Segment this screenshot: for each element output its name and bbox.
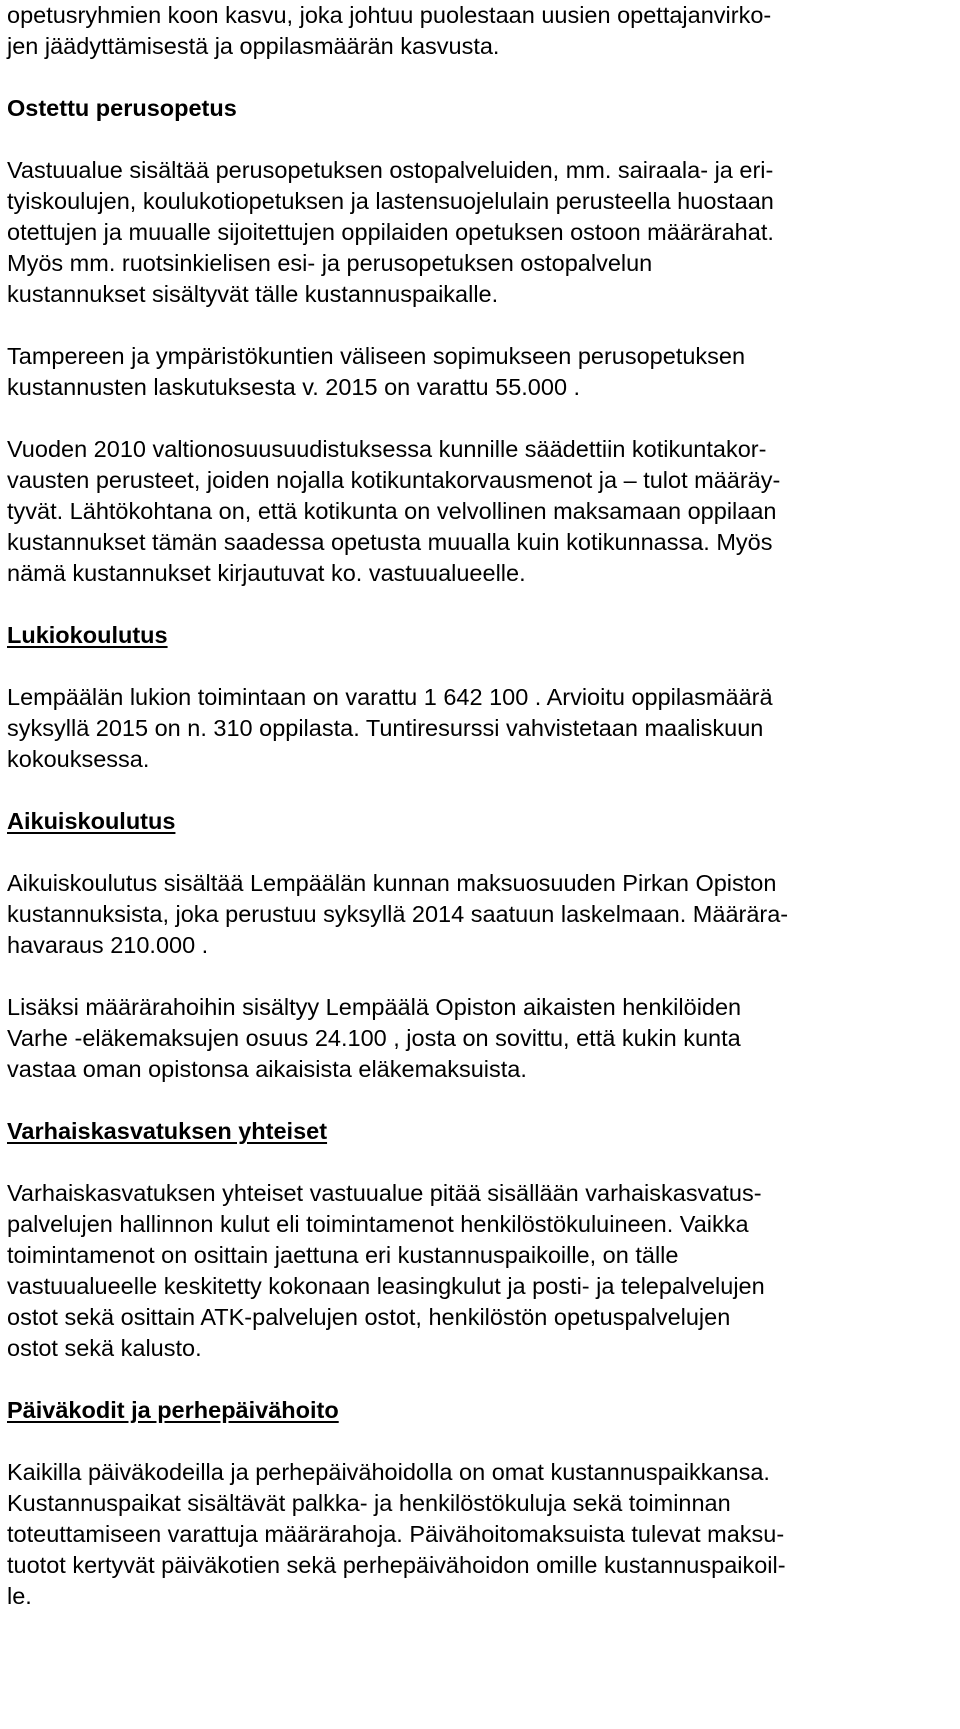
text-line: Lisäksi määrärahoihin sisältyy Lempäälä Opiston aikaisten henkilöiden xyxy=(7,994,742,1020)
text-line: Varhe -eläkemaksujen osuus 24.100 , josta on sovittu, että kukin kunta xyxy=(7,1025,741,1051)
section-heading-ostettu-perusopetus: Ostettu perusopetus xyxy=(7,95,237,121)
text-line: Myös mm. ruotsinkielisen esi- ja perusopetuksen ostopalvelun xyxy=(7,250,653,276)
text-line: kustannukset sisältyvät tälle kustannuspaikalle. xyxy=(7,281,499,307)
text-line: nämä kustannukset kirjautuvat ko. vastuualueelle. xyxy=(7,560,526,586)
paragraph-lukiokoulutus xyxy=(7,682,953,775)
text-line: tuotot kertyvät päiväkotien sekä perhepäivähoidon omille kustannuspaikoil- xyxy=(7,1552,786,1578)
text-line: Tampereen ja ympäristökuntien väliseen sopimukseen perusopetuksen xyxy=(7,343,746,369)
document-page xyxy=(7,0,953,1612)
text-line: kustannusten laskutuksesta v. 2015 on varattu 55.000 . xyxy=(7,374,581,400)
paragraph-tampere-agreement xyxy=(7,341,953,403)
text-line: ostot sekä osittain ATK-palvelujen ostot, henkilöstön opetuspalvelujen xyxy=(7,1304,731,1330)
text-line: tyiskoulujen, koulukotiopetuksen ja lastensuojelulain perusteella huostaan xyxy=(7,188,774,214)
paragraph-opisto-pensions xyxy=(7,992,953,1085)
text-line: Kustannuspaikat sisältävät palkka- ja henkilöstökuluja sekä toiminnan xyxy=(7,1490,731,1516)
paragraph-aikuiskoulutus xyxy=(7,868,953,961)
text-line: jen jäädyttämisestä ja oppilasmäärän kasvusta. xyxy=(7,33,500,59)
paragraph-intro-continuation xyxy=(7,0,953,62)
text-line: Varhaiskasvatuksen yhteiset vastuualue pitää sisällään varhaiskasvatus- xyxy=(7,1180,762,1206)
text-line: syksyllä 2015 on n. 310 oppilasta. Tuntiresurssi vahvistetaan maaliskuun xyxy=(7,715,764,741)
text-line: opetusryhmien koon kasvu, joka johtuu puolestaan uusien opettajanvirko- xyxy=(7,2,772,28)
section-heading-paivakodit: Päiväkodit ja perhepäivähoito xyxy=(7,1397,339,1423)
section-heading-aikuiskoulutus: Aikuiskoulutus xyxy=(7,808,176,834)
paragraph-ostettu-perusopetus xyxy=(7,155,953,310)
section-heading-varhaiskasvatuksen-yhteiset: Varhaiskasvatuksen yhteiset xyxy=(7,1118,328,1144)
text-line: Vuoden 2010 valtionosuusuudistuksessa kunnille säädettiin kotikuntakor- xyxy=(7,436,767,462)
text-line: kustannuksista, joka perustuu syksyllä 2014 saatuun laskelmaan. Määrära- xyxy=(7,901,789,927)
text-line: kokouksessa. xyxy=(7,746,150,772)
text-line: Aikuiskoulutus sisältää Lempäälän kunnan maksuosuuden Pirkan Opiston xyxy=(7,870,777,896)
text-line: vausten perusteet, joiden nojalla kotikuntakorvausmenot ja – tulot määräy- xyxy=(7,467,781,493)
text-line: havaraus 210.000 . xyxy=(7,932,209,958)
text-line: Lempäälän lukion toimintaan on varattu 1 642 100 . Arvioitu oppilasmäärä xyxy=(7,684,773,710)
text-line: kustannukset tämän saadessa opetusta muualla kuin kotikunnassa. Myös xyxy=(7,529,773,555)
text-line: ostot sekä kalusto. xyxy=(7,1335,202,1361)
text-line: Vastuualue sisältää perusopetuksen ostopalveluiden, mm. sairaala- ja eri- xyxy=(7,157,774,183)
text-line: toimintamenot on osittain jaettuna eri kustannuspaikoille, on tälle xyxy=(7,1242,679,1268)
text-line: toteuttamiseen varattuja määrärahoja. Päivähoitomaksuista tulevat maksu- xyxy=(7,1521,785,1547)
paragraph-valtionosuus xyxy=(7,434,953,589)
text-line: Kaikilla päiväkodeilla ja perhepäivähoidolla on omat kustannuspaikkansa. xyxy=(7,1459,770,1485)
paragraph-paivakodit xyxy=(7,1457,953,1612)
text-line: otettujen ja muualle sijoitettujen oppilaiden opetuksen ostoon määrärahat. xyxy=(7,219,774,245)
paragraph-varhaiskasvatuksen-yhteiset xyxy=(7,1178,953,1364)
text-line: vastuualueelle keskitetty kokonaan leasingkulut ja posti- ja telepalvelujen xyxy=(7,1273,765,1299)
section-heading-lukiokoulutus: Lukiokoulutus xyxy=(7,622,168,648)
text-line: tyvät. Lähtökohtana on, että kotikunta on velvollinen maksamaan oppilaan xyxy=(7,498,777,524)
text-line: vastaa oman opistonsa aikaisista eläkemaksuista. xyxy=(7,1056,527,1082)
text-line: le. xyxy=(7,1583,32,1609)
text-line: palvelujen hallinnon kulut eli toimintamenot henkilöstökuluineen. Vaikka xyxy=(7,1211,749,1237)
